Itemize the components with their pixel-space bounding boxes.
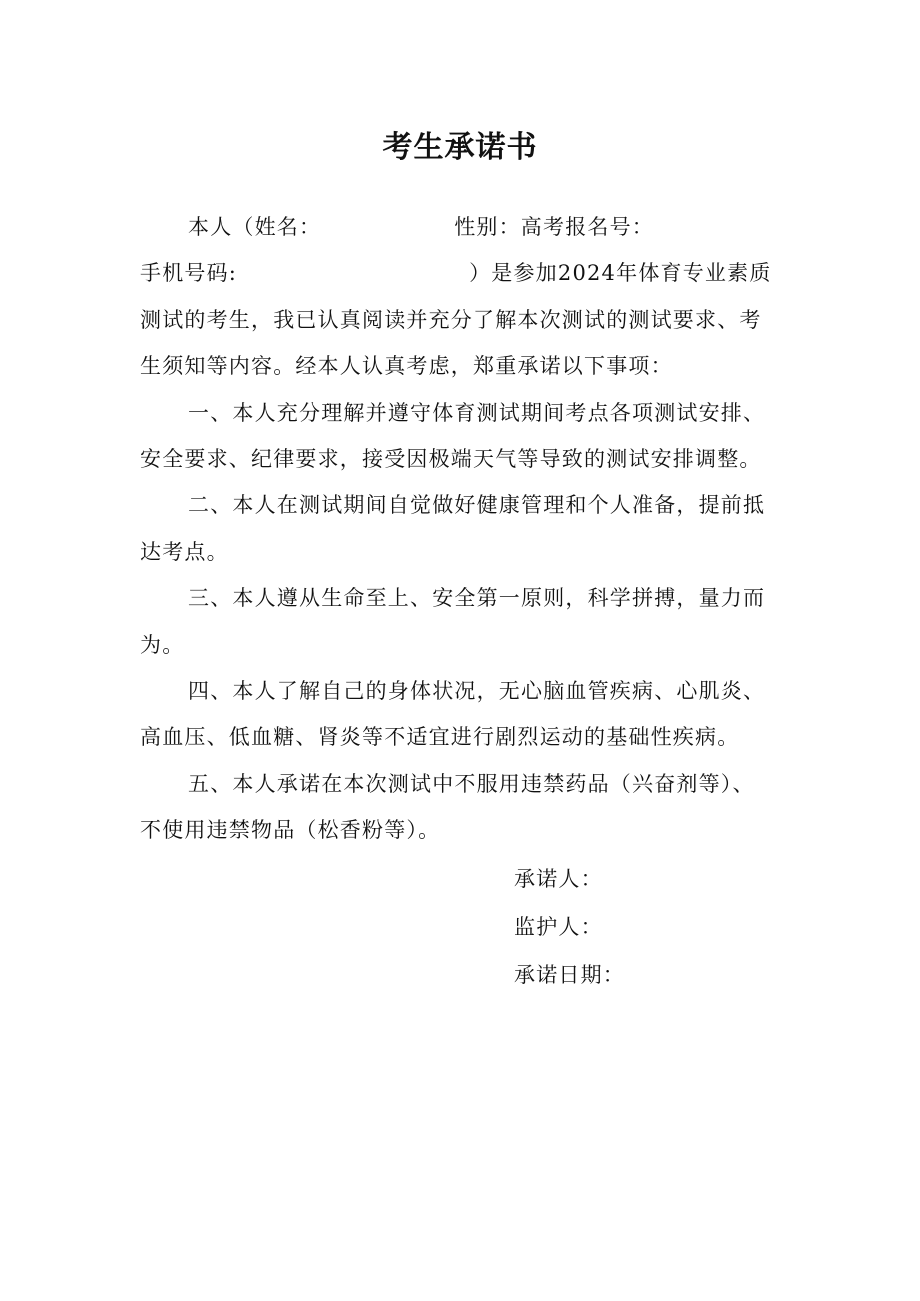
phone-label: 手机号码: xyxy=(140,261,238,285)
intro-line-1 xyxy=(188,210,800,244)
page-title: 考生承诺书 xyxy=(382,130,538,165)
item-5-line-1: 五、本人承诺在本次测试中不服用违禁药品（兴奋剂等）、 xyxy=(188,772,755,796)
guardian-label: 监护人： xyxy=(514,915,603,939)
item-2-line-2: 达考点。 xyxy=(140,540,229,564)
item-1-line-2: 安全要求、纪律要求，接受因极端天气等导致的测试安排调整。 xyxy=(140,447,762,471)
gender-exam-label: 性别：高考报名号： xyxy=(454,215,655,239)
intro-line-2 xyxy=(140,256,800,290)
item-4-line-2: 高血压、低血糖、肾炎等不适宜进行剧烈运动的基础性疾病。 xyxy=(140,725,740,749)
intro-text-2: ）是参加2024年体育专业素质 xyxy=(469,261,772,285)
item-3-line-2: 为。 xyxy=(140,633,185,657)
intro-line-4: 生须知等内容。经本人认真考虑，郑重承诺以下事项： xyxy=(140,354,673,378)
name-label: 本人（姓名： xyxy=(188,215,322,239)
item-1-line-1: 一、本人充分理解并遵守体育测试期间考点各项测试安排、 xyxy=(188,401,766,425)
item-3-line-1: 三、本人遵从生命至上、安全第一原则，科学拼搏，量力而 xyxy=(188,586,766,610)
item-4-line-1: 四、本人了解自己的身体状况，无心脑血管疾病、心肌炎、 xyxy=(188,679,766,703)
date-label: 承诺日期： xyxy=(514,963,625,987)
item-2-line-1: 二、本人在测试期间自觉做好健康管理和个人准备，提前抵 xyxy=(188,493,766,517)
intro-line-3: 测试的考生，我已认真阅读并充分了解本次测试的测试要求、考 xyxy=(140,308,762,332)
promisor-label: 承诺人： xyxy=(514,867,603,891)
item-5-line-2: 不使用违禁物品（松香粉等）。 xyxy=(140,818,441,842)
